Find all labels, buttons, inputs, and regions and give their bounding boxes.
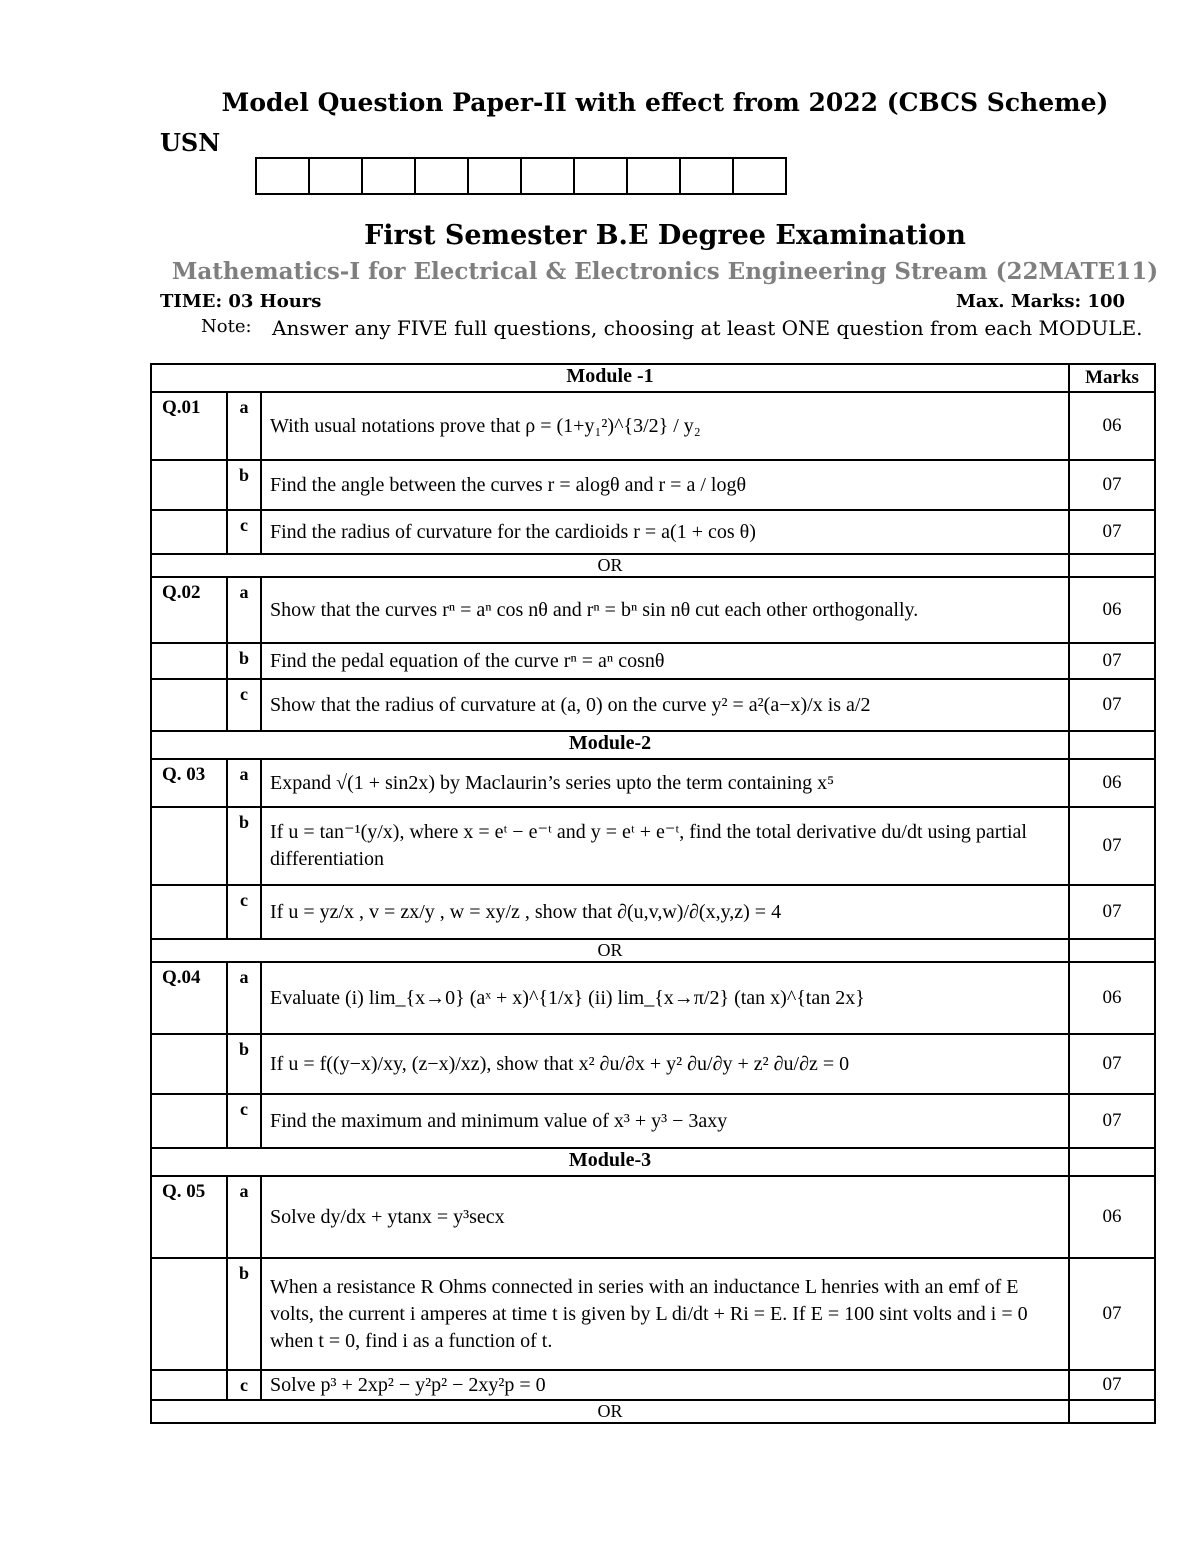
- note-label: Note:: [201, 316, 252, 337]
- question-part-row: [151, 807, 1155, 885]
- part-label: c: [227, 679, 261, 731]
- usn-label: USN: [160, 128, 221, 157]
- question-part-row: [151, 679, 1155, 731]
- part-marks: 07: [1069, 643, 1155, 679]
- max-marks: Max. Marks: 100: [955, 291, 1125, 312]
- part-label: a: [227, 577, 261, 643]
- question-part-row: [151, 759, 1155, 807]
- part-label: b: [227, 1258, 261, 1370]
- part-label: b: [227, 643, 261, 679]
- question-text: With usual notations prove that ρ = (1+y₁²)^{3/2} / y₂: [261, 392, 1069, 460]
- part-label: a: [227, 962, 261, 1034]
- question-number: [151, 1094, 227, 1148]
- question-number: Q. 05: [151, 1176, 227, 1258]
- question-part-row: [151, 577, 1155, 643]
- or-separator-row: [151, 554, 1155, 577]
- question-part-row: [151, 1094, 1155, 1148]
- usn-box: [257, 159, 310, 193]
- question-part-row: [151, 1176, 1155, 1258]
- part-label: c: [227, 510, 261, 554]
- question-number: [151, 807, 227, 885]
- question-text: Evaluate (i) lim_{x→0} (aˣ + x)^{1/x} (ii) lim_{x→π/2} (tan x)^{tan 2x}: [261, 962, 1069, 1034]
- usn-box: [734, 159, 785, 193]
- question-number: [151, 1370, 227, 1400]
- module-header-row: [151, 731, 1155, 759]
- question-text: If u = f((y−x)/xy, (z−x)/xz), show that x² ∂u/∂x + y² ∂u/∂y + z² ∂u/∂z = 0: [261, 1034, 1069, 1094]
- module-header-row: [151, 364, 1155, 392]
- marks-blank: [1069, 1400, 1155, 1423]
- part-label: c: [227, 885, 261, 939]
- question-number: [151, 643, 227, 679]
- part-marks: 07: [1069, 1370, 1155, 1400]
- usn-box: [310, 159, 363, 193]
- usn-box: [681, 159, 734, 193]
- question-text: If u = yz/x , v = zx/y , w = xy/z , show that ∂(u,v,w)/∂(x,y,z) = 4: [261, 885, 1069, 939]
- question-text: Expand √(1 + sin2x) by Maclaurin’s series upto the term containing x⁵: [261, 759, 1069, 807]
- question-text: Show that the radius of curvature at (a, 0) on the curve y² = a²(a−x)/x is a/2: [261, 679, 1069, 731]
- module-title: Module-3: [151, 1148, 1069, 1176]
- usn-box: [416, 159, 469, 193]
- part-marks: 07: [1069, 1094, 1155, 1148]
- or-separator-row: [151, 1400, 1155, 1423]
- marks-blank: [1069, 1148, 1155, 1176]
- part-marks: 07: [1069, 885, 1155, 939]
- module-header-row: [151, 1148, 1155, 1176]
- usn-box: [363, 159, 416, 193]
- question-number: [151, 460, 227, 510]
- part-marks: 06: [1069, 962, 1155, 1034]
- part-marks: 07: [1069, 679, 1155, 731]
- exam-time: TIME: 03 Hours: [160, 291, 322, 312]
- question-number: [151, 1258, 227, 1370]
- part-label: b: [227, 1034, 261, 1094]
- question-text: When a resistance R Ohms connected in series with an inductance L henries with an emf of E volts, the current i amperes at time t is given by L di/dt + Ri = E. If E = 100 sint volts and i = 0 when t = 0, find i as a function of t.: [261, 1258, 1069, 1370]
- note-text: Answer any FIVE full questions, choosing at least ONE question from each MODULE.: [272, 316, 1143, 340]
- question-part-row: [151, 1370, 1155, 1400]
- question-number: Q.04: [151, 962, 227, 1034]
- usn-input-boxes: [255, 157, 787, 195]
- question-part-row: [151, 1034, 1155, 1094]
- or-label: OR: [151, 554, 1069, 577]
- part-label: b: [227, 460, 261, 510]
- part-marks: 07: [1069, 1258, 1155, 1370]
- question-text: Solve p³ + 2xp² − y²p² − 2xy²p = 0: [261, 1370, 1069, 1400]
- marks-blank: [1069, 939, 1155, 962]
- question-text: Solve dy/dx + ytanx = y³secx: [261, 1176, 1069, 1258]
- question-text: Show that the curves rⁿ = aⁿ cos nθ and rⁿ = bⁿ sin nθ cut each other orthogonally.: [261, 577, 1069, 643]
- question-part-row: [151, 885, 1155, 939]
- question-number: [151, 510, 227, 554]
- part-label: c: [227, 1370, 261, 1400]
- question-text: Find the maximum and minimum value of x³ + y³ − 3axy: [261, 1094, 1069, 1148]
- question-number: [151, 885, 227, 939]
- or-label: OR: [151, 1400, 1069, 1423]
- part-marks: 06: [1069, 1176, 1155, 1258]
- marks-blank: [1069, 731, 1155, 759]
- marks-blank: [1069, 554, 1155, 577]
- marks-header: Marks: [1069, 364, 1155, 392]
- usn-box: [575, 159, 628, 193]
- question-table: [150, 363, 1156, 1424]
- module-title: Module-2: [151, 731, 1069, 759]
- part-marks: 07: [1069, 510, 1155, 554]
- module-title: Module -1: [151, 364, 1069, 392]
- question-part-row: [151, 510, 1155, 554]
- question-text: Find the pedal equation of the curve rⁿ = aⁿ cosnθ: [261, 643, 1069, 679]
- question-number: [151, 1034, 227, 1094]
- question-text: If u = tan⁻¹(y/x), where x = eᵗ − e⁻ᵗ and y = eᵗ + e⁻ᵗ, find the total derivative du/dt using partial differentiation: [261, 807, 1069, 885]
- part-marks: 07: [1069, 807, 1155, 885]
- part-marks: 07: [1069, 1034, 1155, 1094]
- question-part-row: [151, 962, 1155, 1034]
- usn-box: [469, 159, 522, 193]
- exam-title: First Semester B.E Degree Examination: [364, 220, 966, 251]
- part-marks: 06: [1069, 759, 1155, 807]
- subject-title: Mathematics-I for Electrical & Electronics Engineering Stream (22MATE11): [171, 258, 1159, 285]
- part-label: c: [227, 1094, 261, 1148]
- part-marks: 06: [1069, 392, 1155, 460]
- part-marks: 06: [1069, 577, 1155, 643]
- part-label: a: [227, 1176, 261, 1258]
- question-number: [151, 679, 227, 731]
- or-separator-row: [151, 939, 1155, 962]
- paper-title: Model Question Paper-II with effect from 2022 (CBCS Scheme): [221, 88, 1109, 117]
- question-part-row: [151, 460, 1155, 510]
- question-number: Q.01: [151, 392, 227, 460]
- part-marks: 07: [1069, 460, 1155, 510]
- question-text: Find the angle between the curves r = alogθ and r = a / logθ: [261, 460, 1069, 510]
- part-label: a: [227, 392, 261, 460]
- question-number: Q. 03: [151, 759, 227, 807]
- question-part-row: [151, 1258, 1155, 1370]
- usn-box: [628, 159, 681, 193]
- or-label: OR: [151, 939, 1069, 962]
- question-part-row: [151, 392, 1155, 460]
- part-label: b: [227, 807, 261, 885]
- usn-box: [522, 159, 575, 193]
- question-text: Find the radius of curvature for the cardioids r = a(1 + cos θ): [261, 510, 1069, 554]
- question-number: Q.02: [151, 577, 227, 643]
- part-label: a: [227, 759, 261, 807]
- question-part-row: [151, 643, 1155, 679]
